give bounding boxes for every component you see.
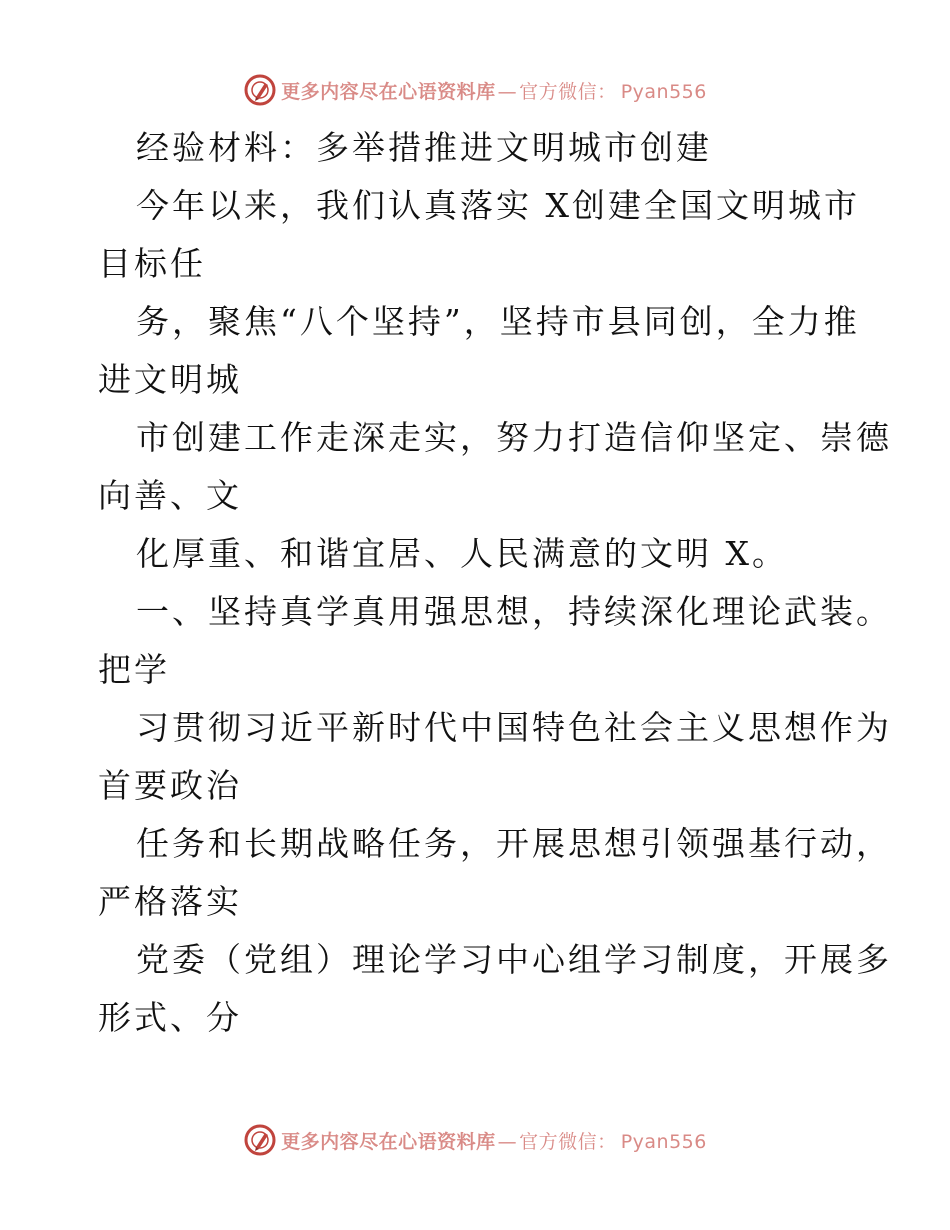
footer-watermark (0, 1120, 950, 1160)
watermark-dash: — (497, 1130, 518, 1153)
paragraph-line: 把学 (98, 650, 170, 689)
paragraph-line: 任务和长期战略任务，开展思想引领强基行动， (136, 824, 892, 863)
paragraph-line: 习贯彻习近平新时代中国特色社会主义思想作为 (136, 708, 892, 747)
pen-nib-logo-icon (243, 1123, 277, 1157)
paragraph-line: 首要政治 (98, 766, 242, 805)
paragraph-line: 向善、文 (98, 476, 242, 515)
watermark-dash: — (497, 80, 518, 103)
watermark-label: 官方微信： (519, 1130, 617, 1153)
document-title: 经验材料：多举措推进文明城市创建 (136, 128, 712, 167)
watermark-brand: 更多内容尽在心语资料库 (281, 1130, 496, 1153)
paragraph-line: 党委（党组）理论学习中心组学习制度，开展多 (136, 940, 892, 979)
paragraph-line: 化厚重、和谐宜居、人民满意的文明 X。 (136, 534, 788, 573)
watermark-brand: 更多内容尽在心语资料库 (281, 80, 496, 103)
paragraph-line: 务，聚焦“八个坚持”，坚持市县同创，全力推 (136, 302, 860, 341)
watermark-account: Pyan556 (620, 80, 707, 103)
paragraph-line: 形式、分 (98, 998, 242, 1037)
paragraph-line: 今年以来，我们认真落实 X创建全国文明城市 (136, 186, 860, 225)
watermark-text (281, 1127, 707, 1154)
header-watermark (0, 70, 950, 110)
watermark-label: 官方微信： (519, 80, 617, 103)
pen-nib-logo-icon (243, 73, 277, 107)
paragraph-line: 目标任 (98, 244, 206, 283)
paragraph-line: 严格落实 (98, 882, 242, 921)
paragraph-line: 进文明城 (98, 360, 242, 399)
watermark-text (281, 77, 707, 104)
watermark-account: Pyan556 (620, 1130, 707, 1153)
paragraph-line: 市创建工作走深走实，努力打造信仰坚定、崇德 (136, 418, 892, 457)
section-heading-line: 一、坚持真学真用强思想，持续深化理论武装。 (136, 592, 892, 631)
